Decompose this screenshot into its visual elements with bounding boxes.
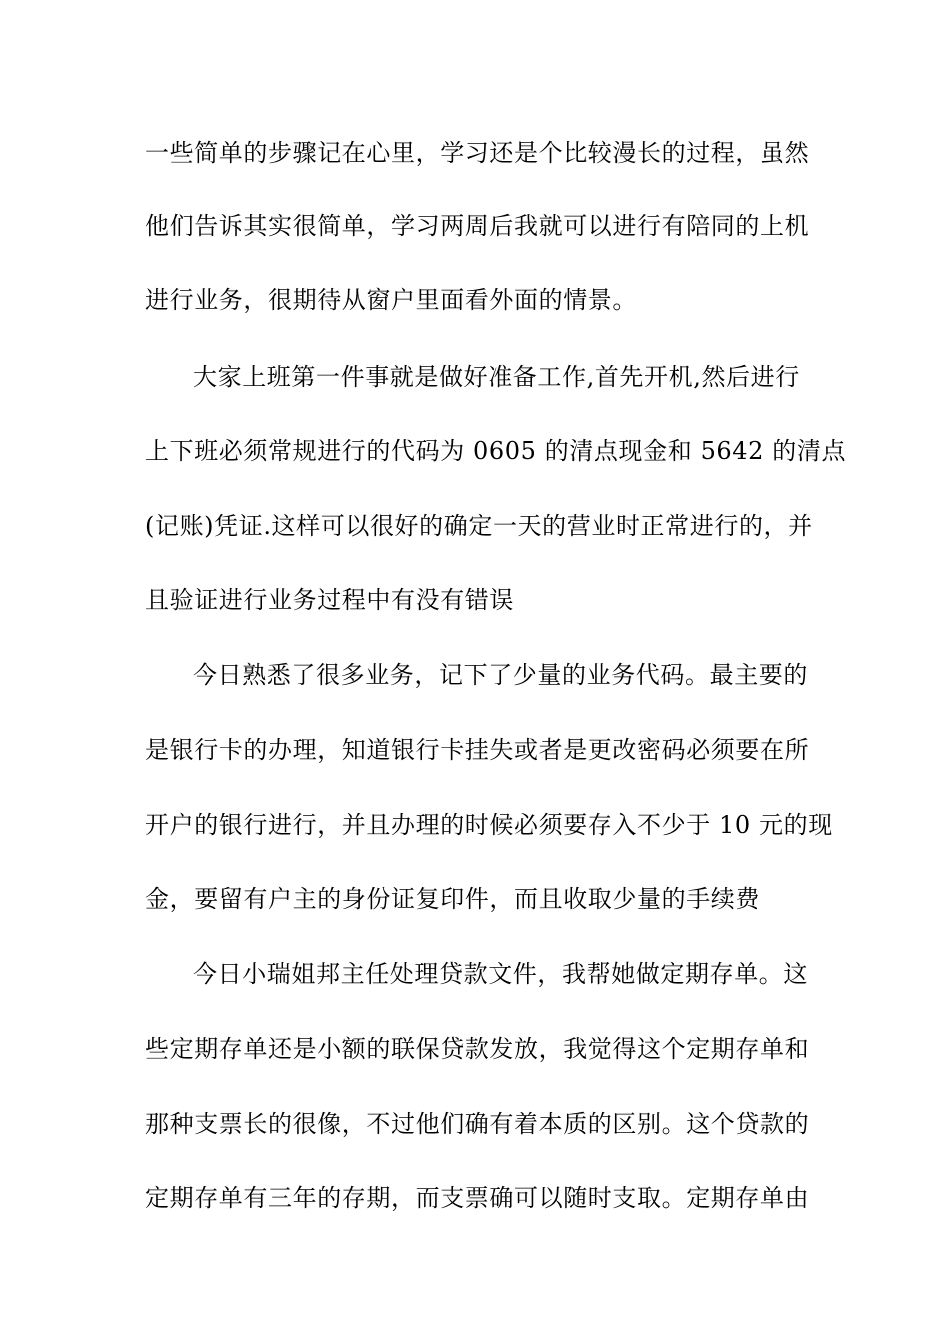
- paragraph-first-line: 今日熟悉了很多业务，记下了少量的业务代码。最主要的: [193, 661, 808, 689]
- paragraph-first-line: 今日小瑞姐邦主任处理贷款文件，我帮她做定期存单。这: [193, 960, 808, 988]
- text-line: 金，要留有户主的身份证复印件，而且收取少量的手续费: [145, 885, 760, 913]
- text-line: 些定期存单还是小额的联保贷款发放，我觉得这个定期存单和: [145, 1035, 810, 1063]
- text-line: 一些简单的步骤记在心里，学习还是个比较漫长的过程，虽然: [145, 139, 810, 167]
- paragraph-first-line: 大家上班第一件事就是做好准备工作,首先开机,然后进行: [193, 363, 800, 391]
- text-line: 进行业务，很期待从窗户里面看外面的情景。: [145, 286, 637, 314]
- text-line: 他们告诉其实很简单，学习两周后我就可以进行有陪同的上机: [145, 212, 810, 240]
- text-line: 是银行卡的办理，知道银行卡挂失或者是更改密码必须要在所: [145, 736, 810, 764]
- text-line: 上下班必须常规进行的代码为 0605 的清点现金和 5642 的清点: [145, 437, 847, 465]
- text-line: (记账)凭证.这样可以很好的确定一天的营业时正常进行的，并: [145, 512, 813, 540]
- text-line: 定期存单有三年的存期，而支票确可以随时支取。定期存单由: [145, 1184, 810, 1212]
- text-line: 且验证进行业务过程中有没有错误: [145, 586, 514, 614]
- text-line: 开户的银行进行，并且办理的时候必须要存入不少于 10 元的现: [145, 811, 833, 839]
- text-line: 那种支票长的很像，不过他们确有着本质的区别。这个贷款的: [145, 1110, 810, 1138]
